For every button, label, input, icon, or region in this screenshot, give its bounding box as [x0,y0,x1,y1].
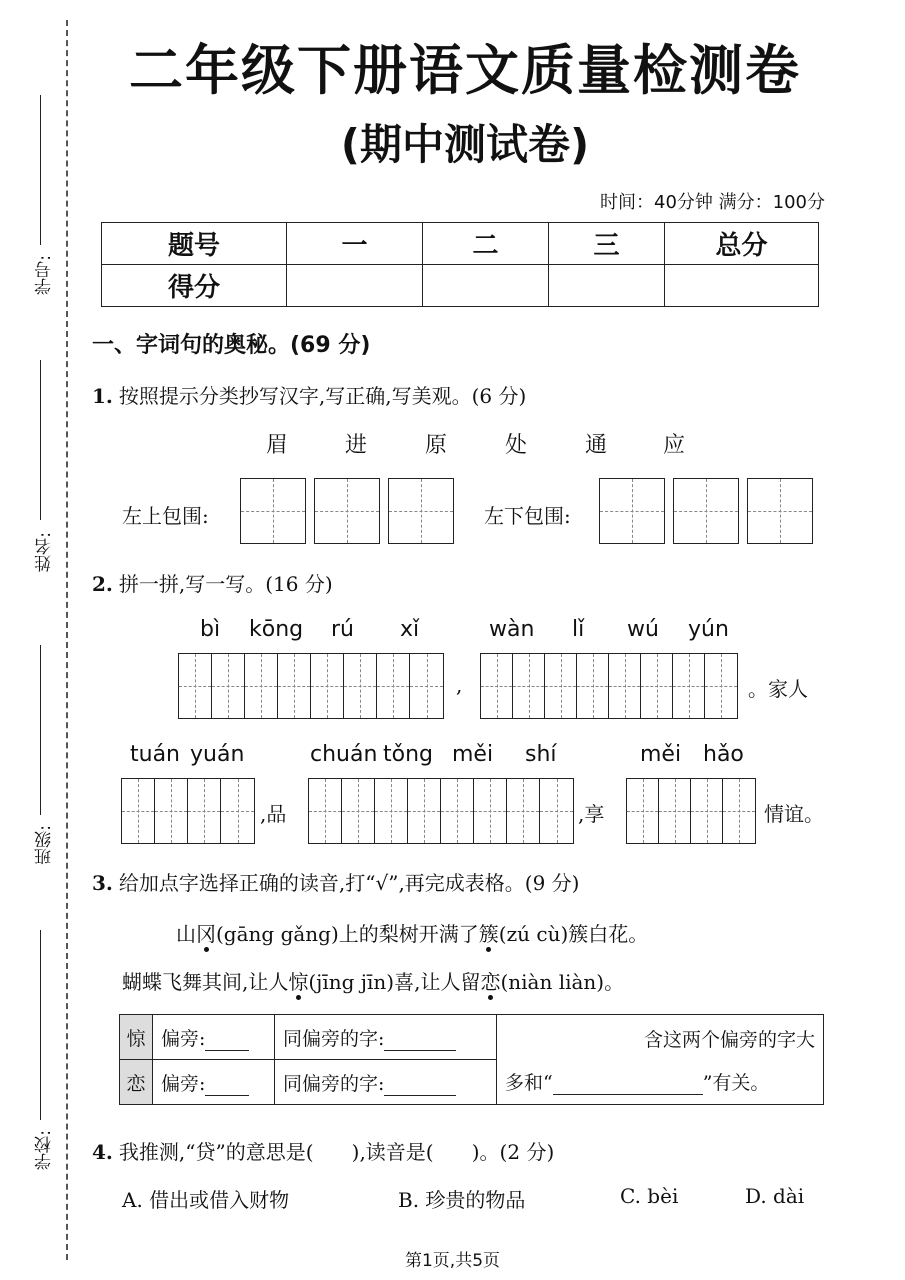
pinyin: tǒng [383,742,433,767]
writing-cell[interactable] [577,654,609,718]
class-line [40,645,41,815]
question-2 [92,568,333,597]
writing-cell[interactable] [389,479,453,543]
writing-cell[interactable] [245,654,278,718]
page-subtitle: (期中测试卷) [340,120,590,169]
question-4 [92,1136,554,1165]
blank[interactable] [384,1050,456,1051]
score-input-cell[interactable] [287,265,423,307]
table-char: 恋 [120,1060,153,1105]
writing-cell[interactable] [377,654,410,718]
summary-cell[interactable] [497,1015,824,1105]
text: 蝴蝶飞舞其间,让人 [122,970,289,994]
writing-cell[interactable] [600,479,664,543]
question-number: 1. [92,384,113,408]
dotted-char: 惊 [288,970,309,994]
pinyin: yuán [190,742,245,767]
writing-cell[interactable] [375,779,408,843]
writing-cell[interactable] [212,654,245,718]
q1-char: 眉 [266,433,289,458]
score-input-cell[interactable] [549,265,665,307]
text[interactable]: (zú cù)簇白花。 [498,922,649,946]
writing-cell[interactable] [609,654,641,718]
pinyin: wàn [489,617,535,642]
dotted-char: 簇 [478,922,499,946]
q2-grid-1[interactable] [178,653,444,719]
score-input-cell[interactable] [423,265,549,307]
q1-char: 通 [585,433,608,458]
writing-cell[interactable] [155,779,188,843]
page-title: 二年级下册语文质量检测卷 [129,39,801,102]
q2-grid-5[interactable] [626,778,756,844]
summary-text: ”有关。 [702,1071,770,1094]
writing-cell[interactable] [408,779,441,843]
name-field[interactable] [18,360,58,590]
writing-cell[interactable] [441,779,474,843]
blank[interactable] [205,1095,249,1096]
pinyin: měi [452,742,494,767]
dotted-char: 恋 [480,970,501,994]
option-a[interactable]: A. 借出或借入财物 [122,1188,290,1212]
score-header-cell: 三 [549,223,665,265]
label: 偏旁: [161,1027,206,1050]
name-label: 姓名: [35,532,55,572]
writing-cell[interactable] [179,654,212,718]
text[interactable]: (niàn liàn)。 [500,970,625,994]
table-char: 惊 [120,1015,153,1060]
summary-text: 含这两个偏旁的字大 [643,1028,815,1051]
option-b[interactable]: B. 珍贵的物品 [398,1188,526,1212]
pinyin: hǎo [703,742,744,767]
class-field[interactable] [18,645,58,875]
pinyin: xǐ [400,617,420,642]
time-info: 时间：40分钟 满分：100分 [600,192,825,213]
question-1 [92,380,526,409]
punctuation: , [456,673,463,697]
score-input-cell[interactable] [665,265,819,307]
school-field[interactable] [18,930,58,1180]
q1-char: 进 [345,433,368,458]
option-d[interactable]: D. dài [745,1184,805,1208]
label: 同偏旁的字: [283,1072,385,1095]
school-line [40,930,41,1120]
sentence-text: 。家人 [748,677,808,701]
pinyin: shí [525,742,557,767]
question-text: 拼一拼,写一写。(16 分) [118,572,333,596]
text: 山 [176,922,196,946]
q1-label-right: 左下包围: [484,504,571,528]
writing-cell[interactable] [545,654,577,718]
pinyin: tuán [130,742,180,767]
q1-char: 原 [425,433,448,458]
writing-cell[interactable] [410,654,443,718]
score-header-cell: 二 [423,223,549,265]
score-header-cell: 总分 [665,223,819,265]
same-radical-cell[interactable] [275,1015,497,1060]
q1-char: 应 [663,433,686,458]
student-id-line [40,95,41,245]
q1-grid-left[interactable] [240,478,454,544]
writing-cell[interactable] [627,779,659,843]
writing-cell[interactable] [474,779,507,843]
question-number: 4. [92,1140,113,1164]
score-row-label: 得分 [102,265,287,307]
blank[interactable] [384,1095,456,1096]
q1-label-left: 左上包围: [122,504,209,528]
writing-cell[interactable] [705,654,737,718]
writing-cell[interactable] [723,779,755,843]
question-3 [92,867,580,896]
q2-grid-2[interactable] [480,653,738,719]
option-c[interactable]: C. bèi [620,1184,679,1208]
writing-cell[interactable] [748,479,812,543]
writing-cell[interactable] [309,779,342,843]
sentence-text: 情谊。 [764,802,824,826]
pinyin: kōng [249,617,304,642]
pinyin: lǐ [572,617,585,642]
writing-cell[interactable] [673,654,705,718]
writing-cell[interactable] [344,654,377,718]
q1-grid-right[interactable] [599,478,813,544]
writing-cell[interactable] [513,654,545,718]
question-text[interactable]: 我推测,“贷”的意思是( ),读音是( )。(2 分) [118,1140,555,1164]
radical-cell[interactable] [153,1060,275,1105]
writing-cell[interactable] [659,779,691,843]
q3-sentence-2 [122,966,624,995]
sentence-text: ,享 [578,802,605,826]
pinyin: wú [627,617,659,642]
q2-grid-3[interactable] [121,778,255,844]
writing-cell[interactable] [278,654,311,718]
text[interactable]: (jīng jīn)喜,让人留 [308,970,481,994]
label: 偏旁: [161,1072,206,1095]
pinyin: měi [640,742,682,767]
pinyin: yún [688,617,729,642]
question-number: 3. [92,871,113,895]
page-number: 第1页,共5页 [404,1251,501,1271]
student-id-label: 学号: [35,255,55,295]
class-label: 班级: [35,825,55,865]
writing-cell[interactable] [691,779,723,843]
radical-cell[interactable] [153,1015,275,1060]
pinyin: rú [331,617,354,642]
writing-cell[interactable] [540,779,573,843]
q2-grid-4[interactable] [308,778,574,844]
q3-table [119,1014,824,1105]
same-radical-cell[interactable] [275,1060,497,1105]
writing-cell[interactable] [311,654,344,718]
writing-cell[interactable] [641,654,673,718]
student-id-field[interactable] [18,95,58,325]
score-header-cell: 一 [287,223,423,265]
pinyin: chuán [310,742,378,767]
writing-cell[interactable] [315,479,379,543]
binding-dashed-line [66,20,68,1260]
writing-cell[interactable] [122,779,155,843]
summary-text: 多和“ [505,1071,553,1094]
text[interactable]: (gāng gǎng)上的梨树开满了 [216,922,479,946]
question-number: 2. [92,572,113,596]
q3-sentence-1 [176,918,648,947]
score-table [101,222,819,307]
writing-cell[interactable] [674,479,738,543]
pinyin: bì [200,617,221,642]
school-label: 学校: [35,1130,55,1170]
label: 同偏旁的字: [283,1027,385,1050]
sentence-text: ,品 [260,802,287,826]
q1-char: 处 [505,433,528,458]
question-text: 按照提示分类抄写汉字,写正确,写美观。(6 分) [118,384,527,408]
writing-cell[interactable] [188,779,221,843]
dotted-char: 冈 [196,922,216,946]
writing-cell[interactable] [507,779,540,843]
writing-cell[interactable] [221,779,254,843]
question-text: 给加点字选择正确的读音,打“√”,再完成表格。(9 分) [118,871,580,895]
blank[interactable] [205,1050,249,1051]
writing-cell[interactable] [342,779,375,843]
blank[interactable] [553,1094,703,1095]
name-line [40,360,41,520]
writing-cell[interactable] [241,479,305,543]
score-header-cell: 题号 [102,223,287,265]
section-title: 一、字词句的奥秘。(69 分) [92,333,371,358]
writing-cell[interactable] [481,654,513,718]
